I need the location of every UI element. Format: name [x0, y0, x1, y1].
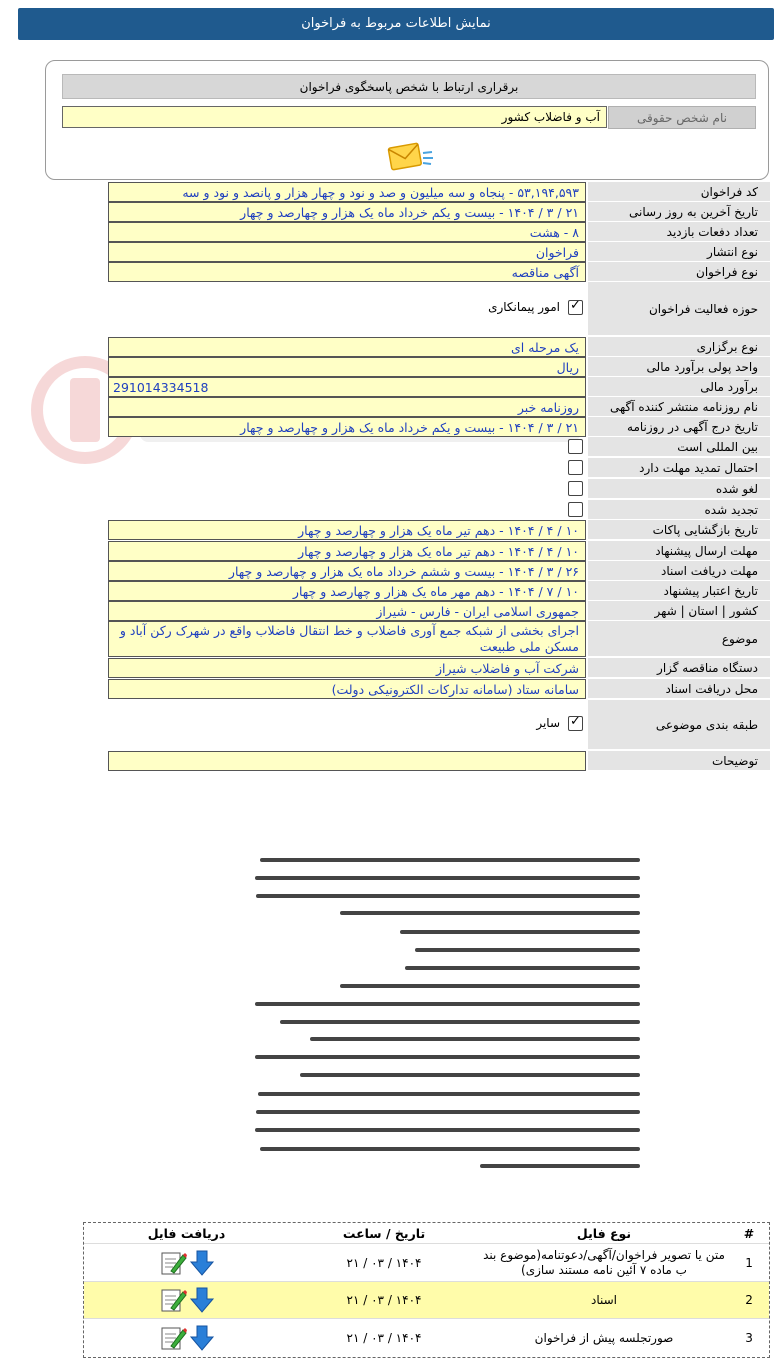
row-date: ۱۴۰۴ / ۰۳ / ۲۱ [346, 1255, 422, 1270]
last-update-value: ۲۱ / ۳ / ۱۴۰۴ - بیست و یکم خرداد ماه یک هزار و چهارصد و چهار [108, 202, 586, 222]
visits-value: ۸ - هشت [108, 222, 586, 242]
call-type-label: نوع فراخوان [588, 262, 770, 282]
activity-label: حوزه فعالیت فراخوان [588, 282, 770, 336]
row-newspaper-date [108, 417, 770, 437]
validity-label: تاریخ اعتبار پیشنهاد [588, 581, 770, 601]
row-activity [108, 282, 770, 336]
currency-label: واحد پولی برآورد مالی [588, 357, 770, 377]
extension-label: احتمال تمدید مهلت دارد [588, 458, 770, 478]
row-num: 3 [745, 1331, 753, 1345]
download-arrow-icon[interactable] [189, 1324, 215, 1352]
hold-type-value: یک مرحله ای [108, 337, 586, 357]
table-row [84, 1318, 769, 1357]
contact-box [45, 60, 769, 180]
location-value: جمهوری اسلامی ایران - فارس - شیراز [108, 601, 586, 621]
activity-value: امور پیمانکاری [488, 300, 560, 314]
newspaper-label: نام روزنامه منتشر کننده آگهی [588, 397, 770, 417]
publish-type-label: نوع انتشار [588, 242, 770, 262]
row-location [108, 601, 770, 621]
edit-document-icon[interactable] [159, 1249, 187, 1277]
category-value: سایر [536, 716, 560, 730]
code-label: کد فراخوان [588, 182, 770, 202]
renewed-checkbox[interactable] [568, 502, 583, 517]
page-title: نمایش اطلاعات مربوط به فراخوان [18, 8, 774, 40]
row-international [108, 437, 770, 457]
hold-type-label: نوع برگزاری [588, 337, 770, 357]
row-date: ۱۴۰۴ / ۰۳ / ۲۱ [346, 1293, 422, 1307]
currency-value: ریال [108, 357, 586, 377]
edit-document-icon[interactable] [159, 1324, 187, 1352]
row-cancelled [108, 479, 770, 499]
row-renewed [108, 500, 770, 520]
row-num: 1 [745, 1255, 753, 1270]
newspaper-date-label: تاریخ درج آگهی در روزنامه [588, 417, 770, 437]
legal-entity-label: نام شخص حقوقی [608, 106, 756, 129]
publish-type-value: فراخوان [108, 242, 586, 262]
row-extension [108, 458, 770, 478]
table-row [84, 1281, 769, 1318]
row-subject [108, 621, 770, 657]
envelope-open-label: تاریخ بازگشایی پاکات [588, 520, 770, 540]
international-label: بین المللی است [588, 437, 770, 457]
row-file-type: صورتجلسه پیش از فراخوان [534, 1330, 674, 1345]
row-estimate [108, 377, 770, 397]
category-label: طبقه بندی موضوعی [588, 700, 770, 750]
newspaper-date-value: ۲۱ / ۳ / ۱۴۰۴ - بیست و یکم خرداد ماه یک هزار و چهارصد و چهار [108, 417, 586, 437]
row-last-update [108, 202, 770, 222]
download-arrow-icon[interactable] [189, 1286, 215, 1314]
last-update-label: تاریخ آخرین به روز رسانی [588, 202, 770, 222]
envelope-open-value: ۱۰ / ۴ / ۱۴۰۴ - دهم تیر ماه یک هزار و چهارصد و چهار [108, 520, 586, 540]
row-download [84, 1244, 289, 1281]
header-date: تاریخ / ساعت [342, 1225, 426, 1241]
row-date: ۱۴۰۴ / ۰۳ / ۲۱ [346, 1331, 422, 1345]
bid-deadline-label: مهلت ارسال پیشنهاد [588, 541, 770, 561]
row-envelope-open [108, 520, 770, 540]
row-call-type [108, 262, 770, 282]
table-row [84, 1243, 769, 1281]
header-num: # [743, 1225, 755, 1241]
row-category [108, 700, 770, 750]
subject-label: موضوع [588, 621, 770, 657]
header-download: دریافت فایل [147, 1225, 226, 1241]
row-doc-deadline [108, 561, 770, 581]
files-header [84, 1223, 769, 1243]
row-download [84, 1319, 289, 1357]
category-checkbox[interactable] [568, 716, 583, 731]
doc-deadline-value: ۲۶ / ۳ / ۱۴۰۴ - بیست و ششم خرداد ماه یک هزار و چهارصد و چهار [108, 561, 586, 581]
row-num: 2 [745, 1293, 753, 1307]
row-bid-deadline [108, 541, 770, 561]
activity-checkbox[interactable] [568, 300, 583, 315]
doc-place-value: سامانه ستاد (سامانه تدارکات الکترونیکی دولت) [108, 679, 586, 699]
doc-deadline-label: مهلت دریافت اسناد [588, 561, 770, 581]
estimate-value: 291014334518 [108, 377, 586, 397]
row-doc-place [108, 679, 770, 699]
location-label: کشور | استان | شهر [588, 601, 770, 621]
renewed-label: تجدید شده [588, 500, 770, 520]
bid-deadline-value: ۱۰ / ۴ / ۱۴۰۴ - دهم تیر ماه یک هزار و چهارصد و چهار [108, 541, 586, 561]
description-value [108, 751, 586, 771]
row-visits [108, 222, 770, 242]
envelope-icon[interactable] [386, 139, 434, 175]
row-currency [108, 357, 770, 377]
cancelled-label: لغو شده [588, 479, 770, 499]
cancelled-checkbox[interactable] [568, 481, 583, 496]
newspaper-value: روزنامه خبر [108, 397, 586, 417]
row-publish-type [108, 242, 770, 262]
call-type-value: آگهی مناقصه [108, 262, 586, 282]
row-file-type: متن یا تصویر فراخوان/آگهی/دعوتنامه(موضوع بند ب ماده ۷ آئین نامه مستند سازی) [483, 1247, 725, 1277]
description-label: توضیحات [588, 751, 770, 771]
visits-label: تعداد دفعات بازدید [588, 222, 770, 242]
organizer-value: شرکت آب و فاضلاب شیراز [108, 658, 586, 678]
estimate-label: برآورد مالی [588, 377, 770, 397]
files-table [83, 1222, 770, 1358]
subject-value: اجرای بخشی از شبکه جمع آوری فاضلاب و خط انتقال فاضلاب واقع در شهرک رکن آباد و مسکن ملی طبیعت [108, 621, 586, 657]
organizer-label: دستگاه مناقصه گزار [588, 658, 770, 678]
row-validity [108, 581, 770, 601]
row-organizer [108, 658, 770, 678]
extension-checkbox[interactable] [568, 460, 583, 475]
header-file-type: نوع فایل [576, 1225, 632, 1241]
international-checkbox[interactable] [568, 439, 583, 454]
legal-entity-value: آب و فاضلاب کشور [62, 106, 607, 128]
row-file-type: اسناد [591, 1292, 618, 1307]
row-code [108, 182, 770, 202]
contact-header: برقراری ارتباط با شخص پاسخگوی فراخوان [62, 74, 756, 99]
edit-document-icon[interactable] [159, 1286, 187, 1314]
code-value: ۵۳,۱۹۴,۵۹۳ - پنجاه و سه میلیون و صد و نود و چهار هزار و پانصد و نود و سه [108, 182, 586, 202]
row-hold-type [108, 337, 770, 357]
row-download [84, 1282, 289, 1318]
doc-place-label: محل دریافت اسناد [588, 679, 770, 699]
row-newspaper [108, 397, 770, 417]
download-arrow-icon[interactable] [189, 1249, 215, 1277]
announcement-image [240, 848, 640, 1178]
row-description [108, 751, 770, 771]
validity-value: ۱۰ / ۷ / ۱۴۰۴ - دهم مهر ماه یک هزار و چهارصد و چهار [108, 581, 586, 601]
